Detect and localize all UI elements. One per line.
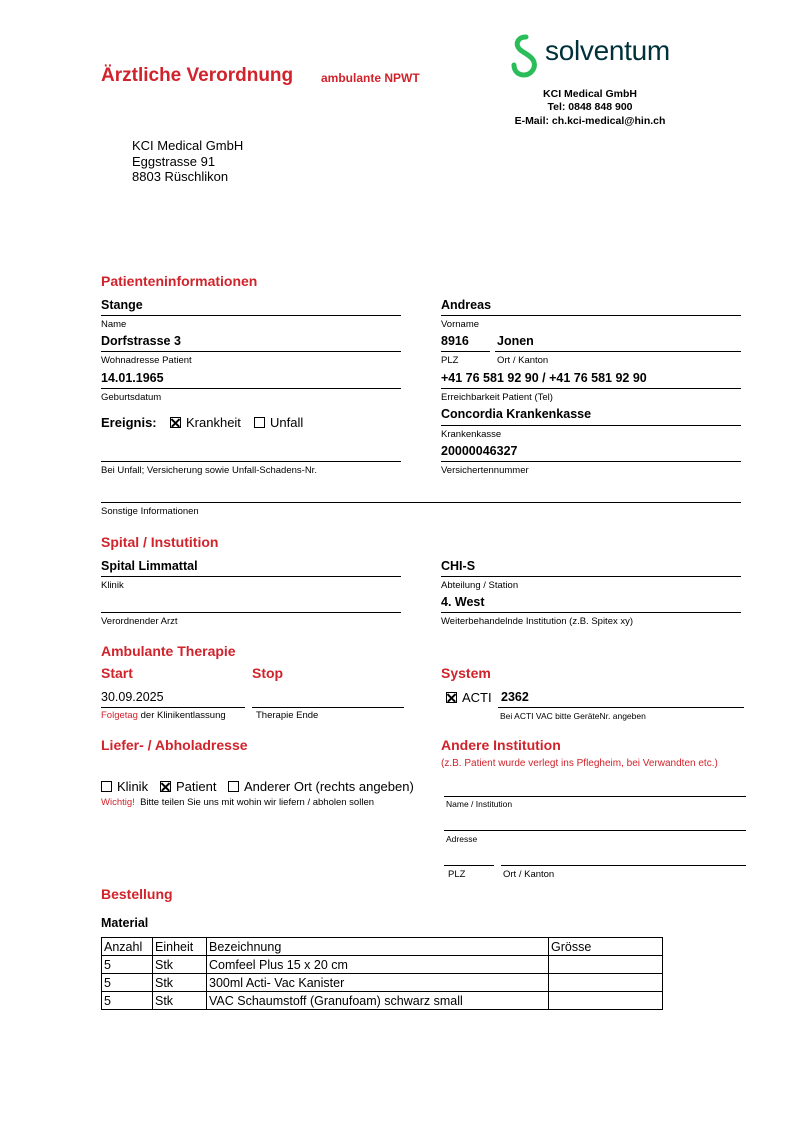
accident-insurance-line (101, 461, 401, 462)
row-size[interactable] (549, 956, 663, 974)
patient-plz-label: PLZ (441, 355, 459, 366)
company-email: E-Mail: ch.kci-medical@hin.ch (514, 115, 666, 127)
therapy-start-label: Start (101, 665, 133, 681)
event-illness-option[interactable] (170, 415, 241, 430)
event-accident-option[interactable] (254, 415, 303, 430)
followup-label: Weiterbehandelnde Institution (z.B. Spitex xy) (441, 616, 634, 627)
patient-firstname-value[interactable]: Andreas (441, 298, 492, 312)
patient-insurer-label: Krankenkasse (441, 429, 502, 440)
doctor-line (101, 612, 401, 613)
section-delivery-title: Liefer- / Abholadresse (101, 737, 248, 753)
section-other-institution-title: Andere Institution (441, 737, 561, 753)
clinic-line (101, 576, 401, 577)
solventum-logo-icon (510, 33, 542, 79)
department-label: Abteilung / Station (441, 580, 519, 591)
patient-firstname-line (441, 315, 741, 316)
company-name: KCI Medical GmbH (543, 88, 637, 100)
other-institution-plz-line[interactable] (444, 865, 494, 866)
other-institution-name-label: Name / Institution (446, 799, 513, 809)
recipient-line-3: 8803 Rüschlikon (132, 169, 229, 184)
patient-insurer-line (441, 425, 741, 426)
section-order-title: Bestellung (101, 886, 173, 902)
patient-address-value[interactable]: Dorfstrasse 3 (101, 334, 181, 348)
document-subtitle: ambulante NPWT (321, 71, 420, 85)
delivery-patient-checkbox[interactable] (160, 781, 171, 792)
delivery-clinic-label: Klinik (117, 779, 149, 794)
material-table (101, 937, 663, 1010)
delivery-clinic-option[interactable] (101, 779, 148, 794)
delivery-other-option[interactable] (228, 779, 414, 794)
patient-address-label: Wohnadresse Patient (101, 355, 192, 366)
row-size[interactable] (549, 974, 663, 992)
row-unit[interactable]: Stk (153, 992, 207, 1010)
row-description[interactable]: 300ml Acti- Vac Kanister (207, 974, 549, 992)
delivery-note-text: Bitte teilen Sie uns mit wohin wir liefern / abholen sollen (140, 797, 375, 808)
row-quantity[interactable]: 5 (102, 956, 153, 974)
section-hospital-title: Spital / Instutition (101, 534, 219, 550)
column-header-quantity: Anzahl (102, 938, 153, 956)
column-header-description: Bezeichnung (207, 938, 549, 956)
patient-address-line (101, 351, 401, 352)
system-acti-checkbox[interactable] (446, 692, 457, 703)
patient-birthdate-label: Geburtsdatum (101, 392, 162, 403)
followup-value[interactable]: 4. West (441, 595, 485, 609)
patient-birthdate-line (101, 388, 401, 389)
therapy-system-label: System (441, 665, 491, 681)
insured-number-line (441, 461, 741, 462)
material-label: Material (101, 916, 149, 930)
other-institution-city-label: Ort / Kanton (503, 869, 555, 880)
delivery-other-label: Anderer Ort (rechts angeben) (244, 779, 414, 794)
row-size[interactable] (549, 992, 663, 1010)
clinic-label: Klinik (101, 580, 124, 591)
patient-insurer-value[interactable]: Concordia Krankenkasse (441, 407, 592, 421)
patient-phone-value[interactable]: +41 76 581 92 90 / +41 76 581 92 90 (441, 371, 647, 385)
other-institution-city-line[interactable] (501, 865, 746, 866)
delivery-other-checkbox[interactable] (228, 781, 239, 792)
patient-plz-line (441, 351, 490, 352)
patient-birthdate-value[interactable]: 14.01.1965 (101, 371, 164, 385)
event-label: Ereignis: (101, 415, 157, 430)
material-table-header (102, 938, 663, 956)
therapy-stop-line (252, 707, 404, 708)
other-institution-hint: (z.B. Patient wurde verlegt ins Pflegheim, bei Verwandten etc.) (441, 758, 718, 769)
system-acti-option[interactable] (446, 690, 492, 705)
other-info-line (101, 502, 741, 503)
system-device-line (498, 707, 744, 708)
therapy-stop-label: Stop (252, 665, 284, 681)
therapy-start-line (101, 707, 245, 708)
patient-city-value[interactable]: Jonen (497, 334, 534, 348)
patient-city-label: Ort / Kanton (497, 355, 549, 366)
followup-line (441, 612, 741, 613)
event-illness-label: Krankheit (186, 415, 241, 430)
patient-name-label: Name (101, 319, 127, 330)
table-row (102, 956, 663, 974)
recipient-line-1: KCI Medical GmbH (132, 138, 244, 153)
delivery-note (101, 797, 374, 808)
section-patient-title: Patienteninformationen (101, 273, 258, 289)
doctor-label: Verordnender Arzt (101, 616, 178, 627)
other-institution-address-line[interactable] (444, 830, 746, 831)
logo-wordmark: solventum (545, 35, 670, 66)
patient-city-line (495, 351, 741, 352)
delivery-patient-label: Patient (176, 779, 217, 794)
therapy-stop-caption: Therapie Ende (256, 710, 319, 721)
insured-number-value[interactable]: 20000046327 (441, 444, 518, 458)
accident-insurance-label: Bei Unfall; Versicherung sowie Unfall-Schadens-Nr. (101, 465, 317, 476)
event-accident-checkbox[interactable] (254, 417, 265, 428)
patient-phone-label: Erreichbarkeit Patient (Tel) (441, 392, 553, 403)
row-description[interactable]: VAC Schaumstoff (Granufoam) schwarz small (207, 992, 549, 1010)
section-therapy-title: Ambulante Therapie (101, 643, 236, 659)
row-quantity[interactable]: 5 (102, 974, 153, 992)
patient-name-line (101, 315, 401, 316)
therapy-start-value[interactable]: 30.09.2025 (101, 690, 164, 704)
department-line (441, 576, 741, 577)
system-device-number[interactable]: 2362 (501, 690, 529, 704)
row-quantity[interactable]: 5 (102, 992, 153, 1010)
system-caption: Bei ACTI VAC bitte GeräteNr. angeben (500, 711, 646, 721)
other-institution-name-line[interactable] (444, 796, 746, 797)
delivery-note-highlight: Wichtig! (101, 797, 135, 808)
row-unit[interactable]: Stk (153, 956, 207, 974)
patient-name-value[interactable]: Stange (101, 298, 143, 312)
other-institution-plz-label: PLZ (448, 869, 466, 880)
therapy-start-caption-text: der Klinikentlassung (140, 710, 226, 721)
patient-firstname-label: Vorname (441, 319, 480, 330)
event-illness-checkbox[interactable] (170, 417, 181, 428)
row-description[interactable]: Comfeel Plus 15 x 20 cm (207, 956, 549, 974)
system-acti-label: ACTI (462, 690, 492, 705)
other-institution-address-label: Adresse (446, 834, 478, 844)
column-header-size: Grösse (549, 938, 663, 956)
other-info-label: Sonstige Informationen (101, 506, 199, 517)
therapy-start-caption-highlight: Folgetag (101, 710, 138, 721)
delivery-patient-option[interactable] (160, 779, 216, 794)
table-row (102, 974, 663, 992)
column-header-unit: Einheit (153, 938, 207, 956)
document-title: Ärztliche Verordnung (101, 65, 294, 86)
therapy-start-caption (101, 710, 226, 721)
patient-plz-value[interactable]: 8916 (441, 334, 469, 348)
patient-phone-line (441, 388, 741, 389)
event-accident-label: Unfall (270, 415, 304, 430)
clinic-value[interactable]: Spital Limmattal (101, 559, 198, 573)
row-unit[interactable]: Stk (153, 974, 207, 992)
company-phone: Tel: 0848 848 900 (547, 101, 633, 113)
delivery-clinic-checkbox[interactable] (101, 781, 112, 792)
department-value[interactable]: CHI-S (441, 559, 476, 573)
table-row (102, 992, 663, 1010)
insured-number-label: Versichertennummer (441, 465, 529, 476)
recipient-line-2: Eggstrasse 91 (132, 154, 216, 169)
